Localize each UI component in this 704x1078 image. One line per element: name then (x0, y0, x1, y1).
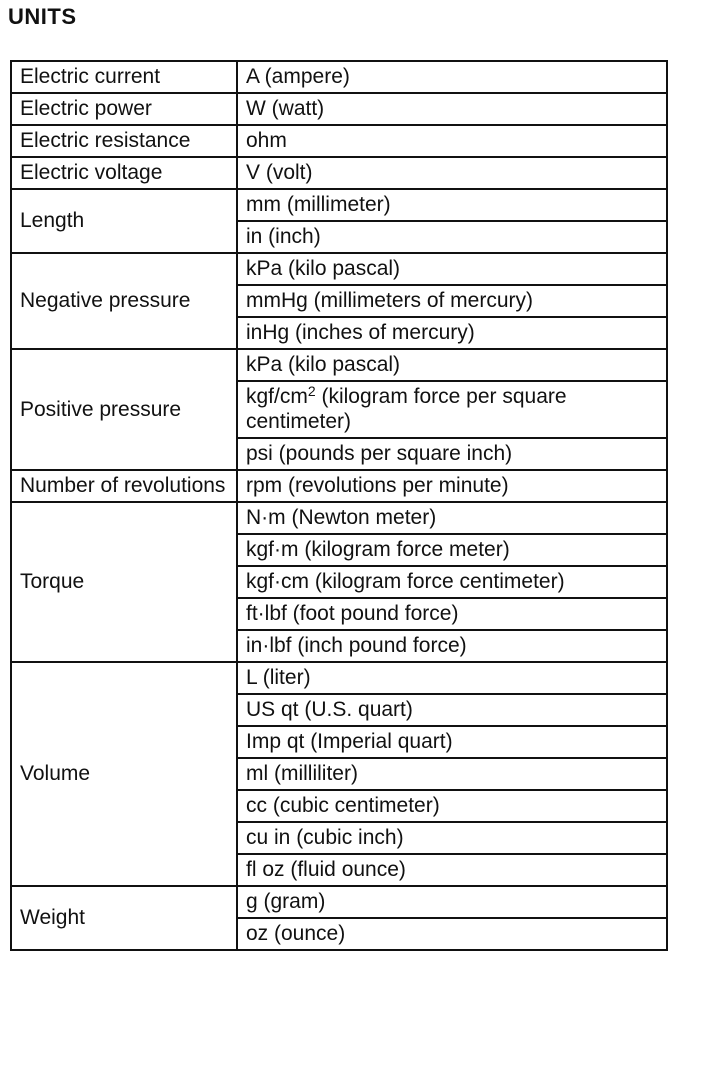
quantity-cell: Electric power (11, 93, 237, 125)
quantity-cell: Number of revolutions (11, 470, 237, 502)
unit-text: psi (pounds per square inch) (246, 442, 513, 465)
unit-cell (237, 854, 667, 886)
units-table-body (11, 61, 667, 950)
table-row (11, 157, 667, 189)
table-row (11, 93, 667, 125)
unit-text: W (watt) (246, 97, 325, 120)
unit-text: ft·lbf (foot pound force) (246, 602, 459, 625)
unit-text: mm (millimeter) (246, 193, 391, 216)
unit-cell (237, 662, 667, 694)
unit-cell (237, 317, 667, 349)
table-row (11, 189, 667, 221)
units-table (10, 60, 668, 951)
quantity-cell: Negative pressure (11, 253, 237, 349)
table-row (11, 61, 667, 93)
unit-superscript: 2 (307, 383, 316, 399)
unit-text: US qt (U.S. quart) (246, 698, 413, 721)
page-title: UNITS (8, 4, 77, 29)
unit-text: V (volt) (246, 161, 313, 184)
quantity-cell: Electric resistance (11, 125, 237, 157)
unit-text: rpm (revolutions per minute) (246, 474, 509, 497)
unit-text: cu in (cubic inch) (246, 826, 404, 849)
unit-cell (237, 630, 667, 662)
unit-cell (237, 790, 667, 822)
unit-text: in (inch) (246, 225, 321, 248)
quantity-cell: Length (11, 189, 237, 253)
unit-cell (237, 694, 667, 726)
table-row (11, 662, 667, 694)
unit-cell (237, 349, 667, 381)
unit-text: in·lbf (inch pound force) (246, 634, 467, 657)
unit-cell (237, 566, 667, 598)
unit-text: Imp qt (Imperial quart) (246, 730, 453, 753)
table-row (11, 253, 667, 285)
table-row (11, 502, 667, 534)
unit-text: cc (cubic centimeter) (246, 794, 440, 817)
unit-cell (237, 438, 667, 470)
unit-text: N·m (Newton meter) (246, 506, 437, 529)
quantity-cell: Volume (11, 662, 237, 886)
unit-cell (237, 918, 667, 950)
unit-text: kPa (kilo pascal) (246, 353, 401, 376)
unit-cell (237, 189, 667, 221)
table-row (11, 886, 667, 918)
unit-cell (237, 598, 667, 630)
unit-text: ml (milliliter) (246, 762, 358, 785)
quantity-cell: Torque (11, 502, 237, 662)
unit-cell (237, 502, 667, 534)
unit-cell (237, 886, 667, 918)
unit-text: kgf/cm (246, 385, 308, 408)
unit-text: kgf·cm (kilogram force centimeter) (246, 570, 565, 593)
unit-cell (237, 93, 667, 125)
table-row (11, 349, 667, 381)
unit-cell (237, 125, 667, 157)
unit-text: ohm (246, 129, 287, 152)
unit-text: mmHg (millimeters of mercury) (246, 289, 534, 312)
unit-text: fl oz (fluid ounce) (246, 858, 406, 881)
quantity-cell: Weight (11, 886, 237, 950)
quantity-cell: Positive pressure (11, 349, 237, 470)
unit-cell (237, 534, 667, 566)
unit-cell (237, 285, 667, 317)
unit-text: A (ampere) (246, 65, 350, 88)
quantity-cell: Electric current (11, 61, 237, 93)
unit-text: L (liter) (246, 666, 311, 689)
table-row (11, 470, 667, 502)
unit-cell (237, 253, 667, 285)
unit-cell (237, 822, 667, 854)
unit-text: kPa (kilo pascal) (246, 257, 401, 280)
unit-cell (237, 157, 667, 189)
unit-cell (237, 726, 667, 758)
table-row (11, 125, 667, 157)
unit-cell (237, 381, 667, 438)
unit-text: g (gram) (246, 890, 326, 913)
unit-cell (237, 61, 667, 93)
unit-text: kgf·m (kilogram force meter) (246, 538, 510, 561)
unit-text: inHg (inches of mercury) (246, 321, 475, 344)
unit-text-continued: (kilogram force per square centimeter) (246, 385, 567, 433)
quantity-cell: Electric voltage (11, 157, 237, 189)
unit-text: oz (ounce) (246, 922, 346, 945)
unit-cell (237, 221, 667, 253)
unit-cell (237, 758, 667, 790)
unit-cell (237, 470, 667, 502)
